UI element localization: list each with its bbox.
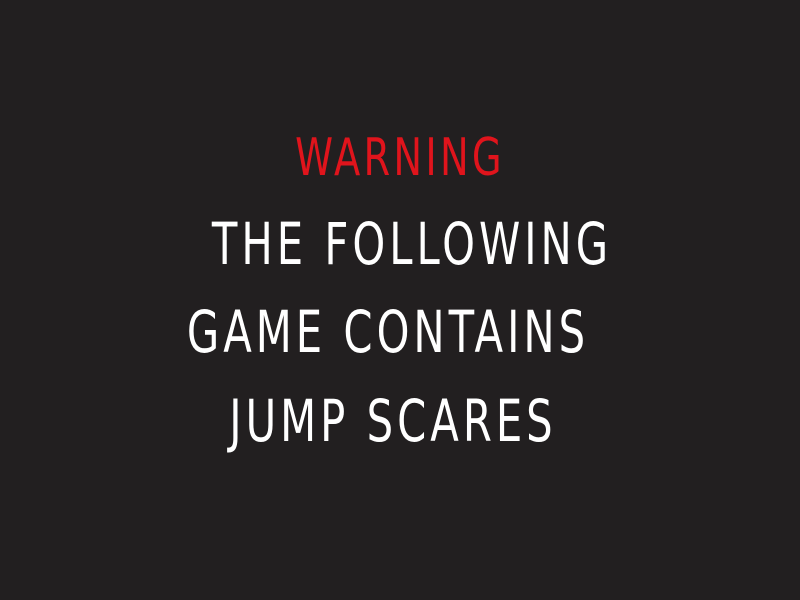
warning-title: WARNING	[295, 128, 505, 188]
warning-line-3: JUMP SCARES	[229, 387, 557, 455]
warning-line-2: GAME CONTAINS	[186, 298, 590, 366]
warning-line-1: THE FOLLOWING	[211, 210, 613, 278]
